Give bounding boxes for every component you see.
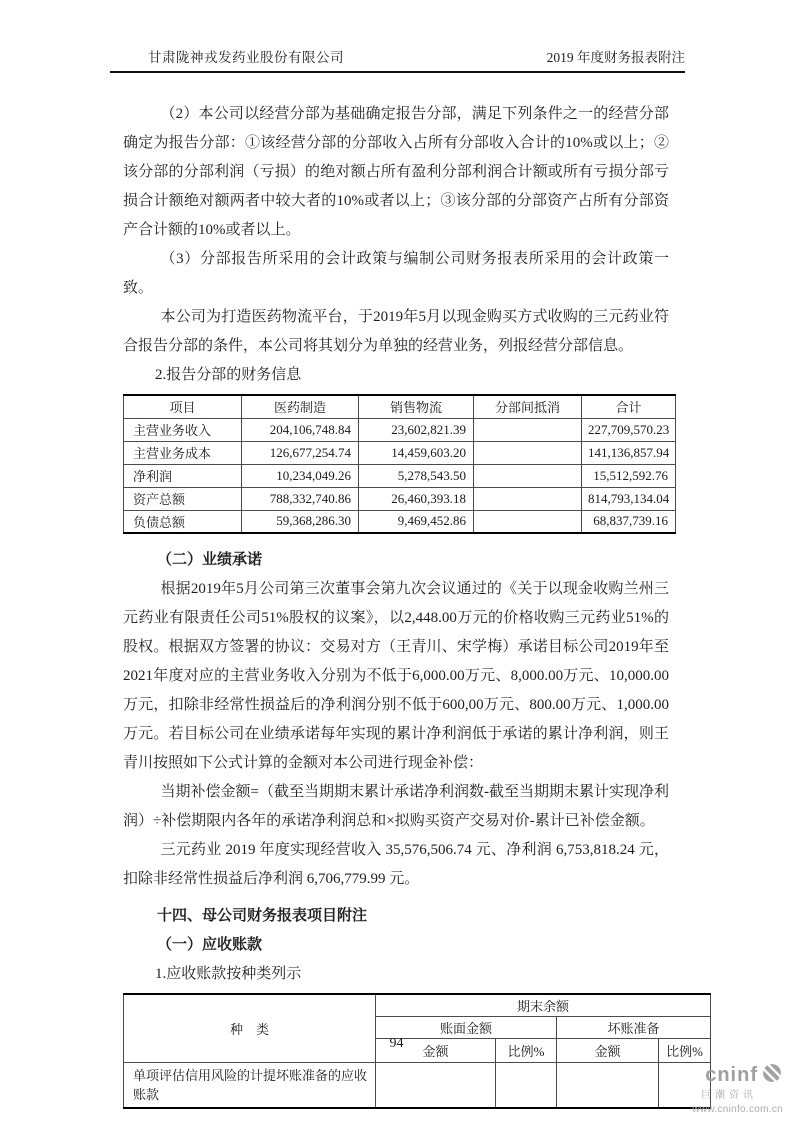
segment-table — [123, 394, 676, 534]
cell-value: 9,469,452.86 — [359, 510, 474, 533]
cell-value: 59,368,286.30 — [242, 510, 359, 533]
cell-value: 26,460,393.18 — [359, 487, 474, 510]
cell-value — [474, 441, 582, 464]
page-header — [110, 46, 685, 73]
column-header-ratio: 比例% — [659, 1038, 711, 1062]
page-content — [123, 100, 703, 1109]
cell-value — [474, 464, 582, 487]
table-row — [124, 441, 676, 464]
column-header-period-balance: 期末余额 — [376, 994, 711, 1016]
table-row — [124, 418, 676, 441]
cell-value: 14,459,603.20 — [359, 441, 474, 464]
cell-value — [496, 1062, 557, 1108]
table-row — [124, 464, 676, 487]
paragraph-sanyuan-results: 三元药业 2019 年度实现经营收入 35,576,506.74 元、净利润 6,753,818.24 元，扣除非经常性损益后净利润 6,706,779.99 元。 — [123, 842, 669, 887]
cell-value: 788,332,740.86 — [242, 487, 359, 510]
cninfo-logo — [663, 1062, 783, 1115]
table-row — [124, 487, 676, 510]
cell-label: 单项评估信用风险的计提坏账准备的应收账款 — [124, 1062, 376, 1108]
table-row — [124, 1062, 711, 1108]
cell-value: 227,709,570.23 — [582, 418, 676, 441]
column-header: 医药制造 — [242, 395, 359, 418]
logo-url: www.cninfo.com.cn — [692, 1103, 783, 1115]
paragraph-compensation-formula: 当期补偿金额=（截至当期期末累计承诺净利润数-截至当期期末累计实现净利润）÷补偿期限内各年的承诺净利润总和×拟购买资产交易对价-累计已补偿金额。 — [123, 784, 669, 829]
column-header-type: 种 类 — [124, 994, 376, 1062]
ar-header-row-1 — [124, 994, 711, 1016]
column-header: 项目 — [124, 395, 242, 418]
paragraph-acquisition-commitment: 根据2019年5月公司第三次董事会第九次会议通过的《关于以现金收购兰州三元药业有限责任公司51%股权的议案》，以2,448.00万元的价格收购三元药业51%的股权。根据双方签署的协议：交易对方（王青川、宋学梅）承诺目标公司2019年至2021年度对应的主营业务收入分别为不低于6,000.00万元、8,000.00万元、10,000.00万元，扣除非经常性损益后的净利润分别不低于600,00万元、800.00万元、1,000.00万元。若目标公司在业绩承诺每年实现的累计净利润低于承诺的累计净利润，则王青川按照如下公式计算的金额对本公司进行现金补偿： — [123, 581, 669, 771]
paragraph-logistics-platform: 本公司为打造医药物流平台，于2019年5月以现金购买方式收购的三元药业符合报告分部的条件，本公司将其划分为单独的经营业务，列报经营分部信息。 — [123, 309, 669, 354]
heading-segment-financial-info: 2.报告分部的财务信息 — [155, 367, 302, 383]
logo-brand-text: cninf — [705, 1064, 758, 1087]
cell-value: 15,512,592.76 — [582, 464, 676, 487]
paragraph-segment-criteria: （2）本公司以经营分部为基础确定报告分部，满足下列条件之一的经营分部确定为报告分部：①该经营分部的分部收入占所有分部收入合计的10%或以上；②该分部的分部利润（亏损）的绝对额占所有盈利分部利润合计额或所有亏损分部亏损合计额绝对额两者中较大者的10%或者以上；③该分部的分部资产占所有分部资产合计额的10%或者以上。 — [123, 106, 669, 238]
logo-chinese-name: 巨潮资讯 — [701, 1089, 757, 1101]
column-header: 分部间抵消 — [474, 395, 582, 418]
doc-title: 2019 年度财务报表附注 — [546, 50, 685, 65]
segment-table-header-row — [124, 395, 676, 418]
cell-label: 净利润 — [124, 464, 242, 487]
heading-ar-by-category: 1.应收账款按种类列示 — [155, 966, 302, 982]
company-name: 甘肃陇神戎发药业股份有限公司 — [148, 50, 344, 65]
cell-value — [557, 1062, 659, 1108]
heading-parent-company-notes: 十四、母公司财务报表项目附注 — [157, 908, 368, 924]
cell-value — [376, 1062, 496, 1108]
paragraph-accounting-policy: （3）分部报告所采用的会计政策与编制公司财务报表所采用的会计政策一致。 — [123, 251, 669, 296]
cell-label: 资产总额 — [124, 487, 242, 510]
column-header-bad-debt: 坏账准备 — [557, 1016, 711, 1038]
column-header: 合计 — [582, 395, 676, 418]
cell-value: 10,234,049.26 — [242, 464, 359, 487]
table-row — [124, 510, 676, 533]
cell-label: 主营业务收入 — [124, 418, 242, 441]
heading-accounts-receivable: （一）应收账款 — [157, 937, 263, 953]
cell-value: 204,106,748.84 — [242, 418, 359, 441]
cell-value — [474, 418, 582, 441]
column-header-book-amount: 账面金额 — [376, 1016, 557, 1038]
cell-value — [474, 510, 582, 533]
cell-value: 23,602,821.39 — [359, 418, 474, 441]
logo-swirl-icon — [761, 1062, 783, 1089]
cell-value: 68,837,739.16 — [582, 510, 676, 533]
column-header-amount: 金额 — [557, 1038, 659, 1062]
cell-value — [474, 487, 582, 510]
page-number: 94 — [389, 1036, 404, 1051]
cell-value: 814,793,134.04 — [582, 487, 676, 510]
cell-value: 5,278,543.50 — [359, 464, 474, 487]
cell-label: 主营业务成本 — [124, 441, 242, 464]
heading-performance-commitment: （二）业绩承诺 — [157, 552, 263, 568]
cell-value: 126,677,254.74 — [242, 441, 359, 464]
column-header-amount: 金额 — [376, 1038, 496, 1062]
cell-value: 141,136,857.94 — [582, 441, 676, 464]
column-header: 销售物流 — [359, 395, 474, 418]
cell-label: 负债总额 — [124, 510, 242, 533]
column-header-ratio: 比例% — [496, 1038, 557, 1062]
